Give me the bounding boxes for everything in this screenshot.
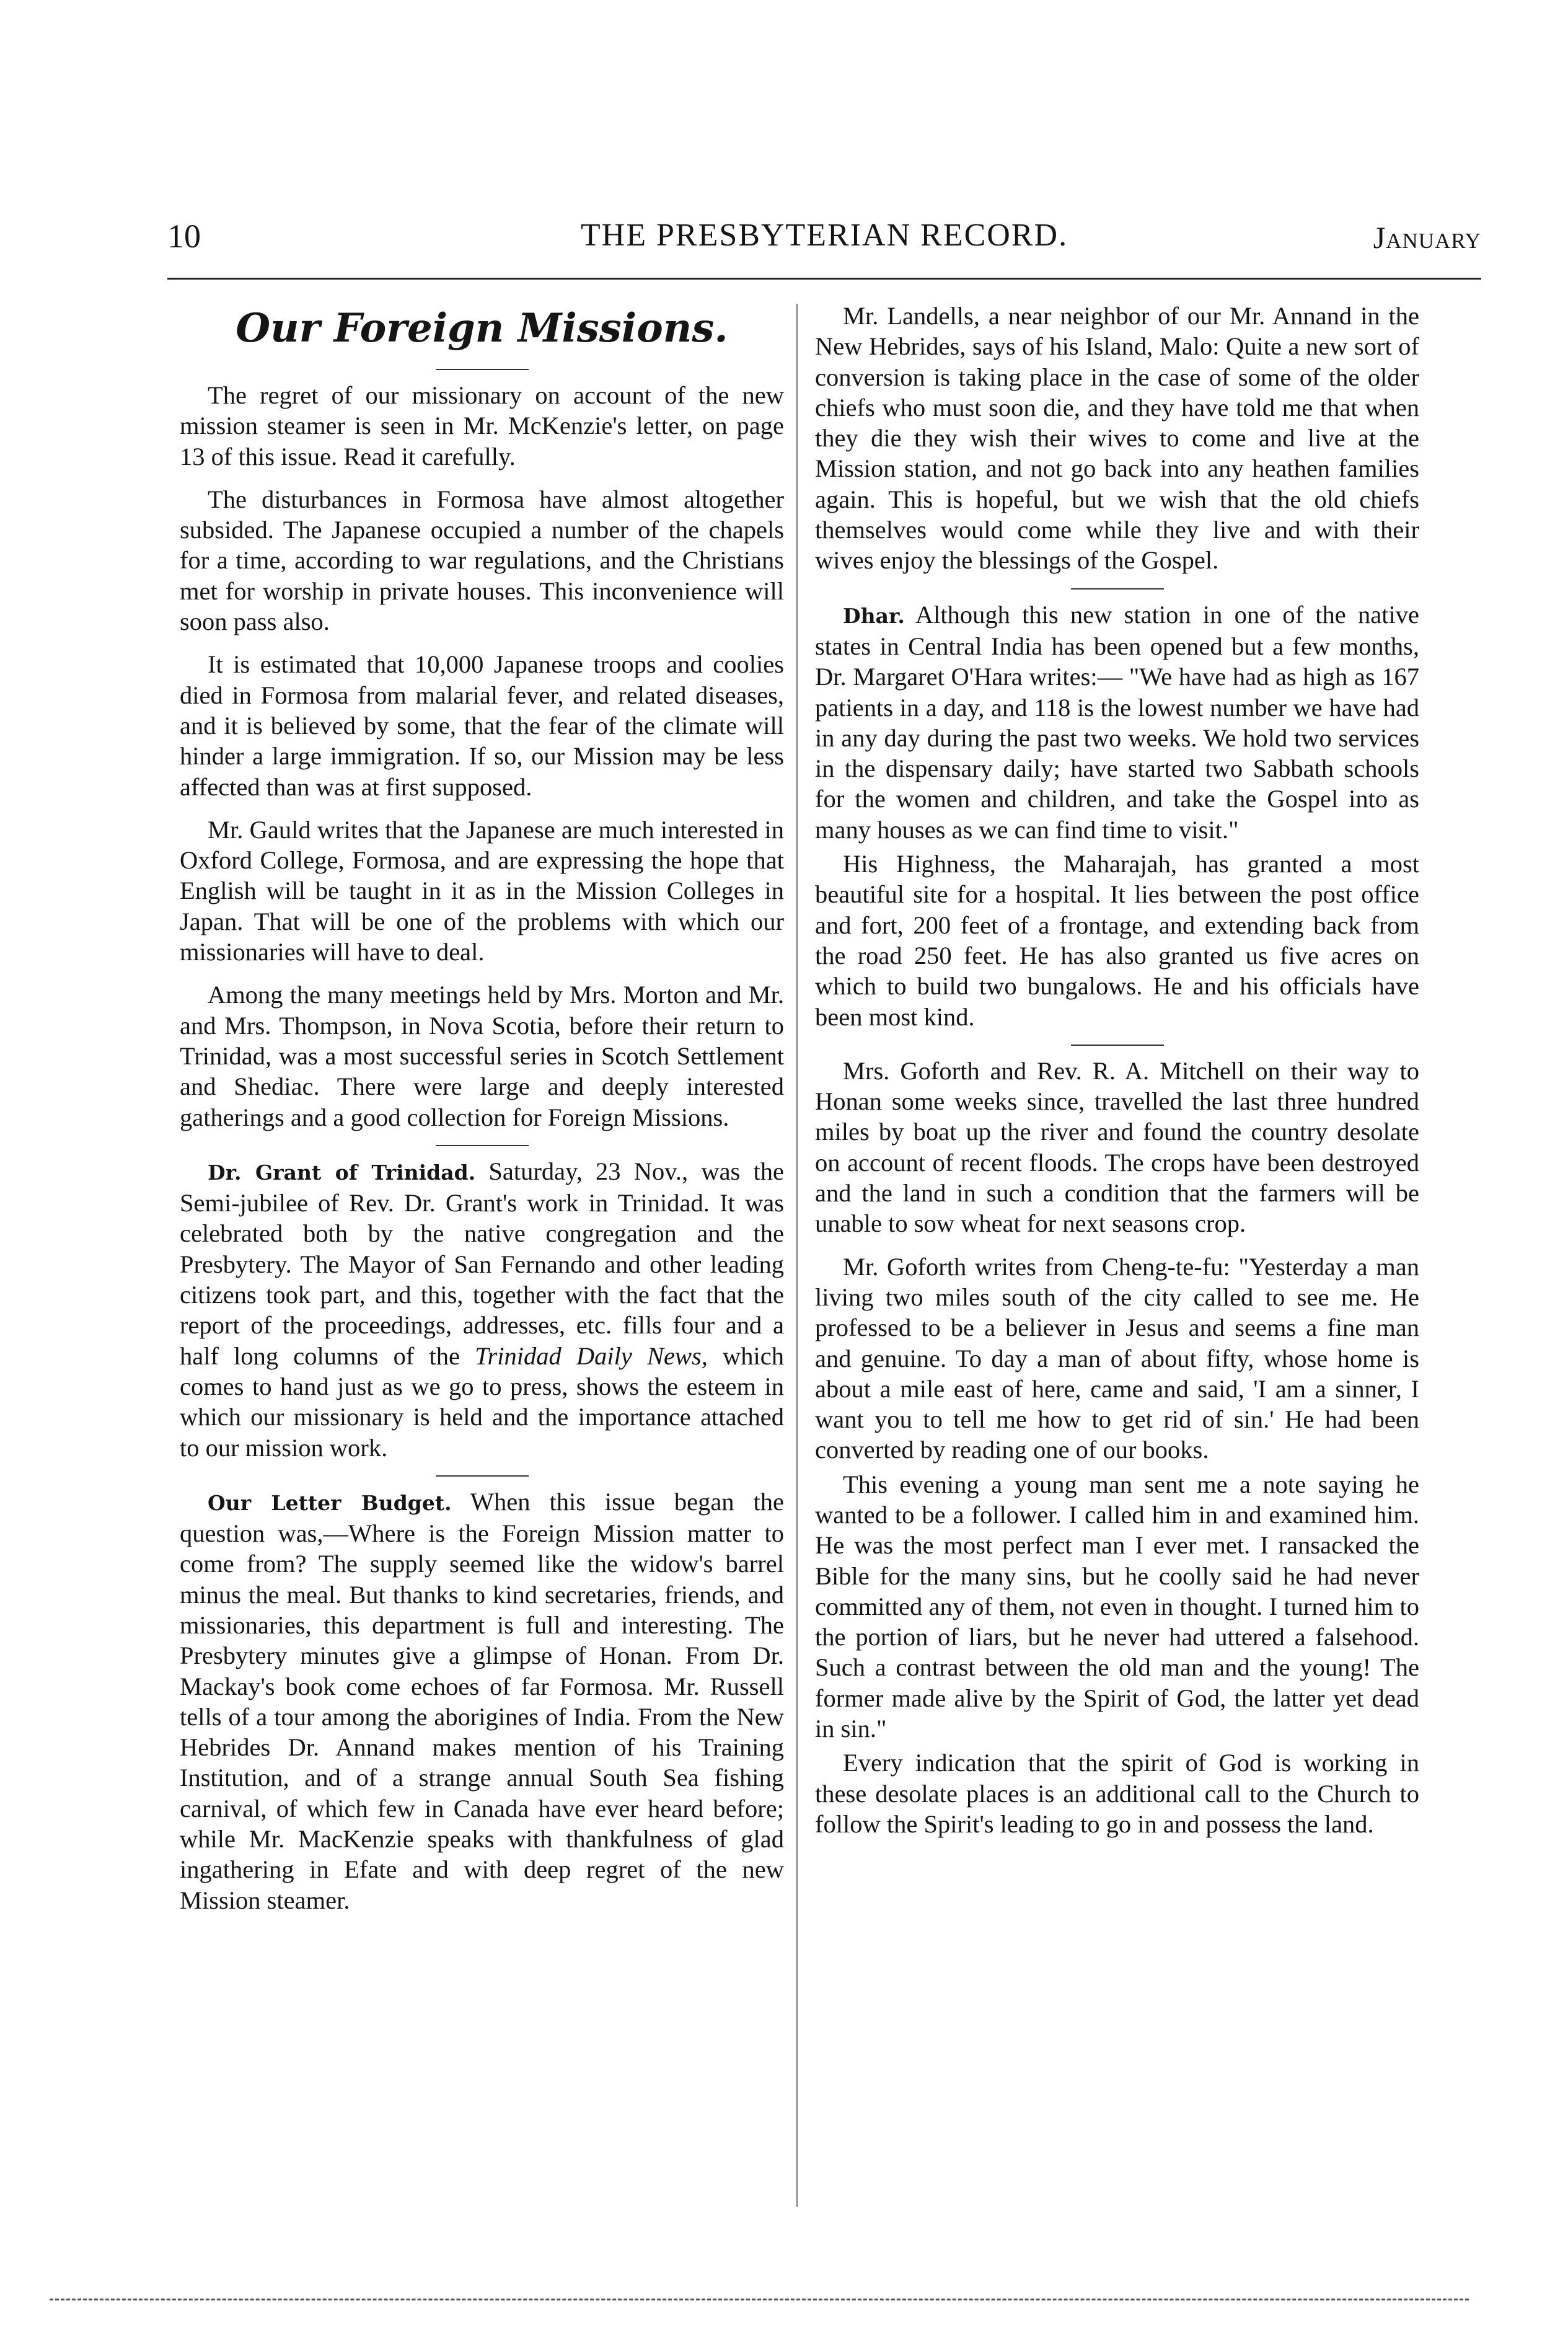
paragraph-dr-grant (180, 1156, 784, 1463)
paragraph-honan-floods: Mrs. Goforth and Rev. R. A. Mitchell on their way to Honan some weeks since, travelled the last three hundred miles by boat up the river and found the country desolate on account of recent floods. The crops have been destroyed and the land in such a condition that the farmers will be unable to sow wheat for next seasons crop. (815, 1056, 1419, 1238)
separator-rule (1071, 1045, 1164, 1046)
paragraph-closing: Every indication that the spirit of God is working in these desolate places is an additional call to the Church to follow the Spirit's leading to go in and possess the land. (815, 1749, 1419, 1838)
sidehead-dhar: Dhar. (843, 603, 905, 628)
column-divider (796, 304, 798, 2207)
paragraph-dhar (815, 599, 1419, 845)
paragraph-letter-budget (180, 1487, 784, 1915)
paragraph-landells-malo: Mr. Landells, a near neighbor of our Mr. Annand in the New Hebrides, says of his Island, Malo: Quite a new sort of conversion is taking place in the case of some of the older chiefs who must soon die, and they have told me that when they die they wish their wives to come and live at the Mission station, and not go back into any heathen families again. This is hopeful, but we wish that the old chiefs themselves would come while they live and with their wives enjoy the blessings of the Gospel. (815, 302, 1419, 575)
paragraph-maharajah: His Highness, the Maharajah, has granted a most beautiful site for a hospital. It lies between the post office and fort, 200 feet of a frontage, and extending back from the road 250 feet. He has also granted us five acres on which to build two bungalows. He and his officials have been most kind. (815, 850, 1419, 1031)
dr-grant-text-b: which comes to hand just as we go to press, shows the esteem in which our missionary is held and the importance attached to our mission work. (180, 1341, 785, 1462)
issue-month: January (1373, 220, 1481, 255)
sidehead-letter-budget: Our Letter Budget. (208, 1490, 452, 1515)
bottom-rule (50, 2299, 1469, 2300)
section-heading: Our Foreign Missions. (236, 305, 728, 351)
paragraph-steamer-regret: The regret of our missionary on account of the new mission steamer is seen in Mr. McKenzie's letter, on page 13 of this issue. Read it carefully. (180, 381, 784, 470)
newspaper-title: Trinidad Daily News, (475, 1341, 708, 1370)
paragraph-young-man: This evening a young man sent me a note saying he wanted to be a follower. I called him in and examined him. He was the most perfect man I ever met. I ransacked the Bible for the many sins, but he coolly said he had never committed any of them, not even in thought. I turned him to the portion of liars, but he never had uttered a falsehood. Such a contrast between the old man and the young! The former made alive by the Spirit of God, the latter yet dead in sin." (815, 1470, 1419, 1743)
paragraph-goforth-letter: Mr. Goforth writes from Cheng-te-fu: "Yesterday a man living two miles south of the city called to see me. He professed to be a believer in Jesus and seems a fine man and genuine. To day a man of about fifty, whose home is about a mile east of here, came and said, 'I am a sinner, I want you to tell me how to get rid of sin.' He had been converted by reading one of our books. (815, 1252, 1419, 1464)
paragraph-oxford-college: Mr. Gauld writes that the Japanese are much interested in Oxford College, Formosa, and are expressing the hope that English will be taught in it as in the Mission Colleges in Japan. That will be one of the problems with which our missionaries will have to deal. (180, 815, 784, 966)
paragraph-nova-scotia-meetings: Among the many meetings held by Mrs. Morton and Mr. and Mrs. Thompson, in Nova Scotia, before their return to Trinidad, was a most successful series in Scotch Settlement and Shediac. There were large and deeply interested gatherings and a good collection for Foreign Missions. (180, 981, 784, 1131)
running-title: THE PRESBYTERIAN RECORD. (580, 218, 1068, 253)
sidehead-dr-grant: Dr. Grant of Trinidad. (208, 1160, 476, 1185)
letter-budget-text: When this issue began the question was,—Where is the Foreign Mission matter to come from? The supply seemed like the widow's barrel minus the meal. But thanks to kind secretaries, friends, and missionaries, this department is full and interesting. The Presbytery minutes give a glimpse of Honan. From Dr. Mackay's book come echoes of far Formosa. Mr. Russell tells of a tour among the aborigines of India. From the New Hebrides Dr. Annand makes mention of his Training Institution, and of a strange annual South Sea fishing carnival, of which few in Canada have ever heard before; while Mr. MacKenzie speaks with thankfulness of glad ingathering in Efate and with deep regret of the new Mission steamer. (180, 1487, 784, 1914)
right-column (815, 301, 1419, 1852)
dr-grant-text-a: Saturday, 23 Nov., was the Semi-jubilee of Rev. Dr. Grant's work in Trinidad. It was celebrated both by the native congregation and the Presbytery. The Mayor of San Fernando and other leading citizens took part, and this, together with the fact that the report of the proceedings, addresses, etc. fills four and a half long columns of the (180, 1157, 784, 1370)
page-number: 10 (167, 218, 201, 255)
separator-rule (1071, 588, 1164, 590)
separator-rule (436, 1145, 529, 1146)
separator-rule (436, 1475, 529, 1477)
header-rule (167, 278, 1481, 280)
left-column (180, 301, 784, 1928)
dhar-text: Although this new station in one of the native states in Central India has been opened but a few months, Dr. Margaret O'Hara writes:— "We have had as high as 167 patients in a day, and 118 is the lowest number we have had in any day during the past two weeks. We hold two services in the dispensary daily; have started two Sabbath schools for the women and children, and take the Gospel into as many houses as we can find time to visit." (815, 600, 1419, 844)
paragraph-japanese-troops: It is estimated that 10,000 Japanese troops and coolies died in Formosa from malarial fever, and related diseases, and it is believed by some, that the fear of the climate will hinder a large immigration. If so, our Mission may be less affected than was at first supposed. (180, 650, 784, 801)
heading-rule (436, 369, 529, 370)
page-header (167, 217, 1481, 267)
paragraph-formosa-disturbances: The disturbances in Formosa have almost altogether subsided. The Japanese occupied a number of the chapels for a time, according to war regulations, and the Christians met for worship in private houses. This inconvenience will soon pass also. (180, 485, 784, 636)
